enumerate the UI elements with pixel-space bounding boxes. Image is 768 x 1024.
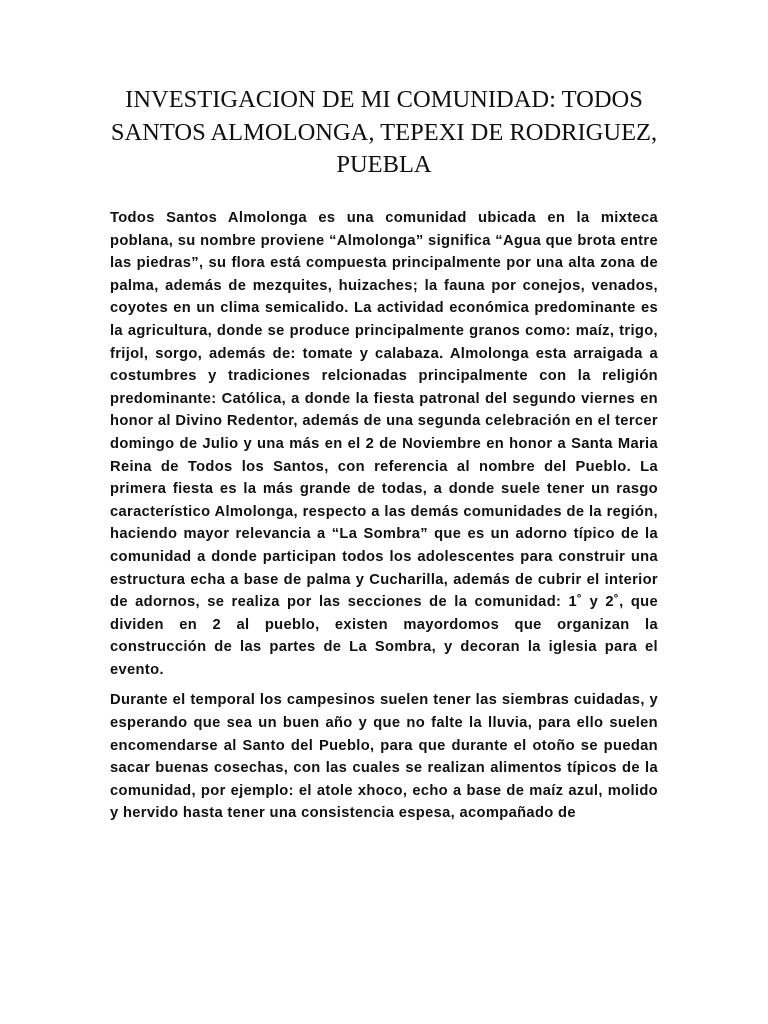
document-body bbox=[110, 207, 658, 833]
body-paragraph: Todos Santos Almolonga es una comunidad ubicada en la mixteca poblana, su nombre proviene “Almolonga” significa “Agua que brota entre las piedras”, su flora está compuesta principalmente por una alta zona de palma, además de mezquites, huizaches; la fauna por conejos, venados, coyotes en un clima semicalido. La actividad económica predominante es la agricultura, donde se produce principalmente granos como: maíz, trigo, frijol, sorgo, además de: tomate y calabaza. Almolonga esta arraigada a costumbres y tradiciones relcionadas principalmente con la religión predominante: Católica, a donde la fiesta patronal del segundo viernes en honor al Divino Redentor, además de una segunda celebración en el tercer domingo de Julio y una más en el 2 de Noviembre en honor a Santa Maria Reina de Todos los Santos, con referencia al nombre del Pueblo. La primera fiesta es la más grande de todas, a donde suele tener un rasgo característico Almolonga, respecto a las demás comunidades de la región, haciendo mayor relevancia a “La Sombra” que es un adorno típico de la comunidad a donde participan todos los adolescentes para construir una estructura echa a base de palma y Cucharilla, además de cubrir el interior de adornos, se realiza por las secciones de la comunidad: 1˚ y 2˚, que dividen en 2 al pueblo, existen mayordomos que organizan la construcción de las partes de La Sombra, y decoran la iglesia para el evento. bbox=[110, 210, 658, 678]
document-title: INVESTIGACION DE MI COMUNIDAD: TODOS SANTOS ALMOLONGA, TEPEXI DE RODRIGUEZ, PUEBLA bbox=[110, 86, 658, 178]
body-paragraph: Durante el temporal los campesinos suelen tener las siembras cuidadas, y esperando que sea un buen año y que no falte la lluvia, para ello suelen encomendarse al Santo del Pueblo, para que durante el otoño se puedan sacar buenas cosechas, con las cuales se realizan alimentos típicos de la comunidad, por ejemplo: el atole xhoco, echo a base de maíz azul, molido y hervido hasta tener una consistencia espesa, acompañado de bbox=[110, 692, 658, 822]
